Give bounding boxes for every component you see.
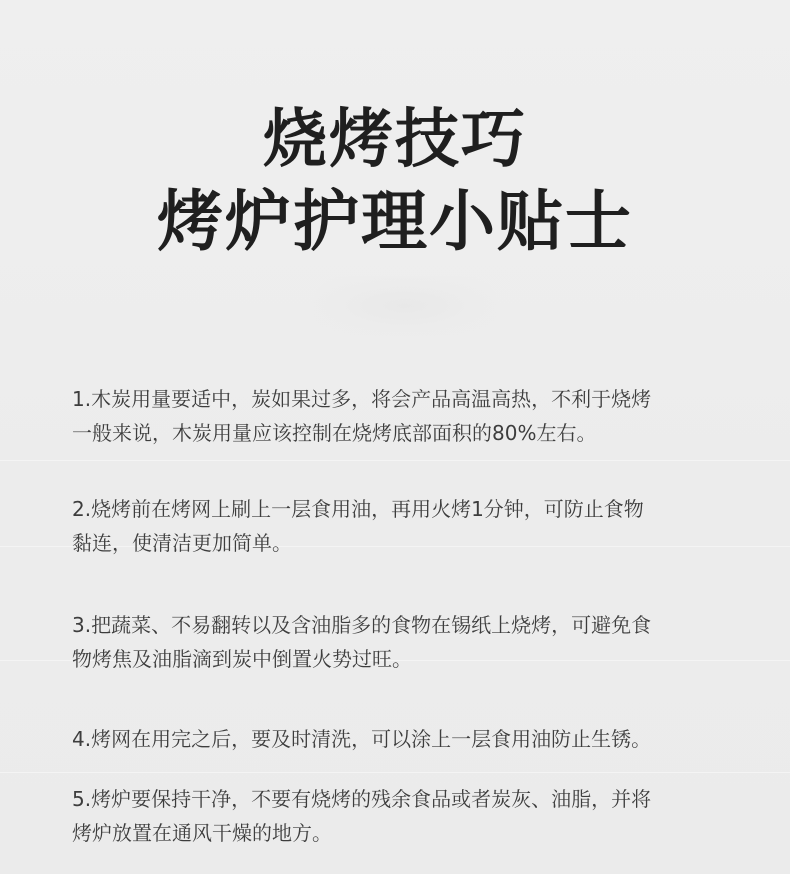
title-line-1: 烧烤技巧 [263, 103, 527, 177]
divider [0, 460, 790, 461]
tip-item-2 [72, 492, 772, 560]
tip-1-line-2: 一般来说，木炭用量应该控制在烧烤底部面积的80%左右。 [72, 421, 597, 445]
tip-item-1 [72, 382, 772, 450]
title-line-2: 烤炉护理小贴士 [157, 183, 633, 260]
page-title [0, 100, 790, 264]
tip-3-line-2: 物烤焦及油脂滴到炭中倒置火势过旺。 [72, 647, 412, 671]
decorative-smudge [312, 276, 498, 336]
tip-3-line-1: 3.把蔬菜、不易翻转以及含油脂多的食物在锡纸上烧烤，可避免食 [72, 613, 652, 637]
tip-2-line-1: 2.烧烤前在烤网上刷上一层食用油，再用火烤1分钟，可防止食物 [72, 497, 644, 521]
tip-5-line-2: 烤炉放置在通风干燥的地方。 [72, 821, 332, 845]
tip-item-5 [72, 782, 772, 850]
divider [0, 772, 790, 773]
tip-item-3 [72, 608, 772, 676]
tip-item-4 [72, 722, 772, 756]
tip-4-line-1: 4.烤网在用完之后，要及时清洗，可以涂上一层食用油防止生锈。 [72, 727, 652, 751]
tip-5-line-1: 5.烤炉要保持干净，不要有烧烤的残余食品或者炭灰、油脂，并将 [72, 787, 652, 811]
tip-2-line-2: 黏连，使清洁更加简单。 [72, 531, 292, 555]
tip-1-line-1: 1.木炭用量要适中，炭如果过多，将会产品高温高热，不利于烧烤 [72, 387, 652, 411]
